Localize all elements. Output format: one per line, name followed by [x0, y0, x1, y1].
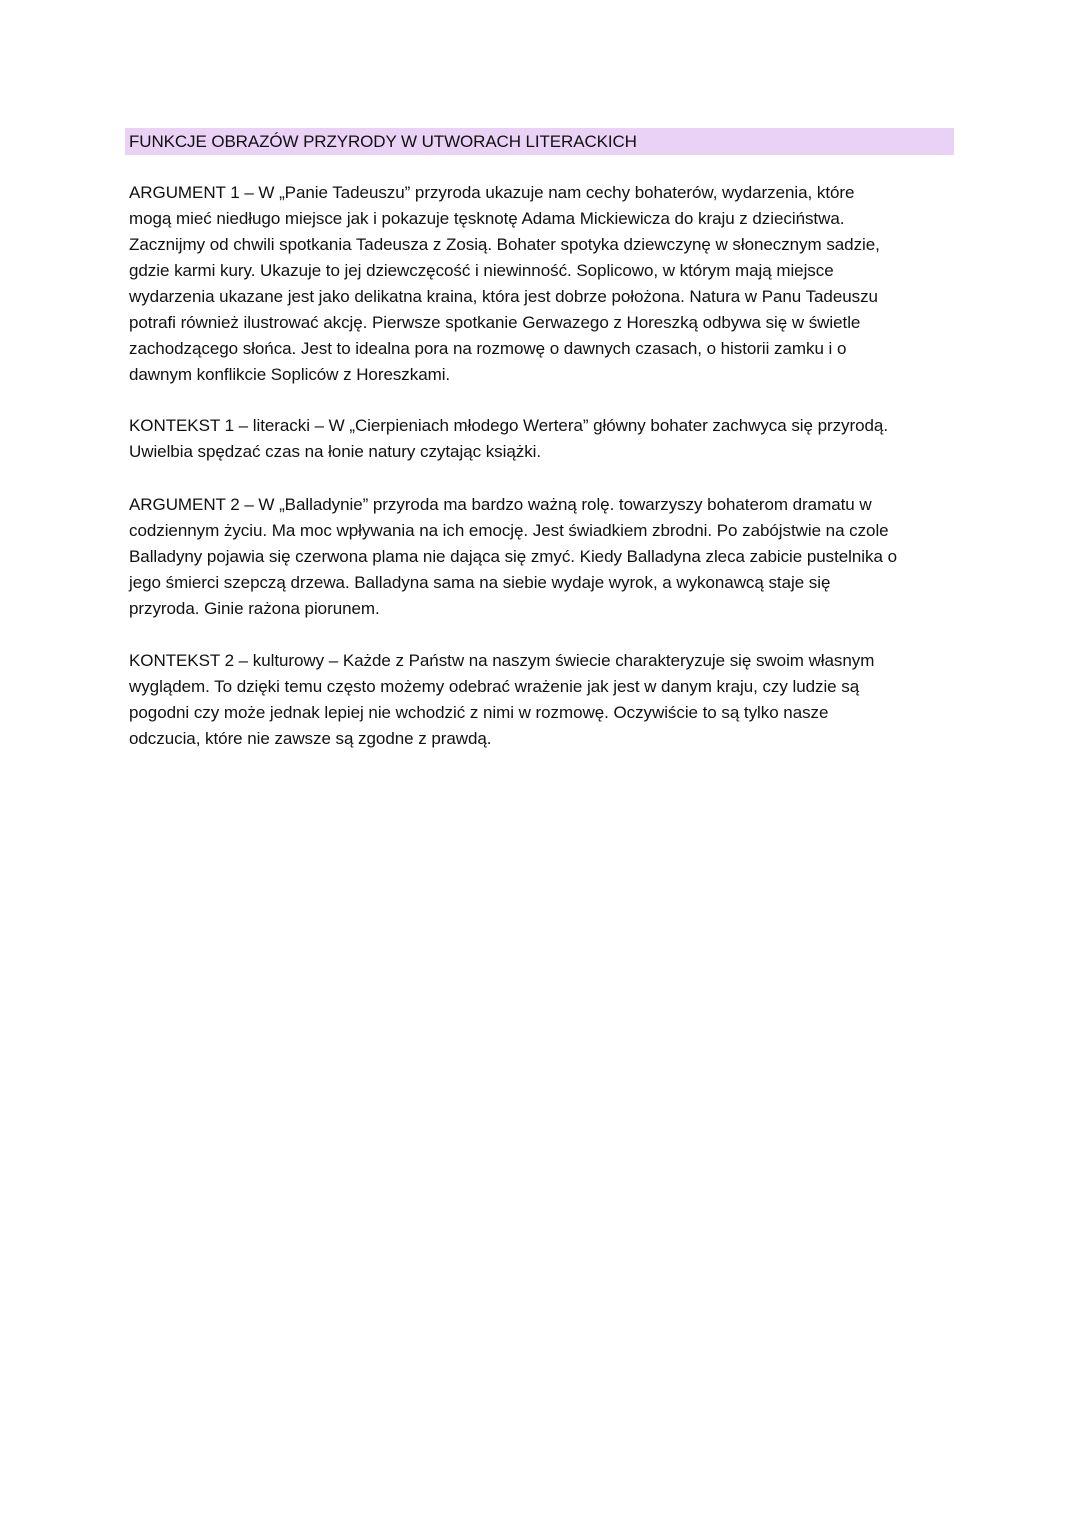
- text-line: dawnym konflikcie Sopliców z Horeszkami.: [129, 365, 451, 384]
- text-line: ARGUMENT 2 – W „Balladynie” przyroda ma bardzo ważną rolę. towarzyszy bohaterom dramatu w: [129, 495, 872, 514]
- text-line: odczucia, które nie zawsze są zgodne z prawdą.: [129, 729, 492, 748]
- text-line: jego śmierci szepczą drzewa. Balladyna sama na siebie wydaje wyrok, a wykonawcą staje się: [129, 573, 831, 592]
- text-line: Uwielbia spędzać czas na łonie natury czytając książki.: [129, 442, 542, 461]
- text-line: gdzie karmi kury. Ukazuje to jej dziewczęcość i niewinność. Soplicowo, w którym mają miejsce: [129, 261, 834, 280]
- paragraph-argument-1: [129, 180, 959, 388]
- paragraph-kontekst-2: [129, 648, 959, 752]
- text-line: KONTEKST 2 – kulturowy – Każde z Państw na naszym świecie charakteryzuje się swoim własnym: [129, 651, 875, 670]
- document-title: FUNKCJE OBRAZÓW PRZYRODY W UTWORACH LITERACKICH: [125, 128, 954, 155]
- paragraph-kontekst-1: [129, 413, 959, 465]
- text-line: ARGUMENT 1 – W „Panie Tadeuszu” przyroda ukazuje nam cechy bohaterów, wydarzenia, które: [129, 183, 855, 202]
- text-line: przyroda. Ginie rażona piorunem.: [129, 599, 380, 618]
- text-line: potrafi również ilustrować akcję. Pierwsze spotkanie Gerwazego z Horeszką odbywa się w świetle: [129, 313, 861, 332]
- text-line: pogodni czy może jednak lepiej nie wchodzić z nimi w rozmowę. Oczywiście to są tylko nasze: [129, 703, 829, 722]
- text-line: wydarzenia ukazane jest jako delikatna kraina, która jest dobrze położona. Natura w Panu Tadeuszu: [129, 287, 878, 306]
- text-line: mogą mieć niedługo miejsce jak i pokazuje tęsknotę Adama Mickiewicza do kraju z dzieciństwa.: [129, 209, 845, 228]
- text-line: codziennym życiu. Ma moc wpływania na ich emocję. Jest świadkiem zbrodni. Po zabójstwie na czole: [129, 521, 889, 540]
- text-line: Balladyny pojawia się czerwona plama nie dająca się zmyć. Kiedy Balladyna zleca zabicie pustelnika o: [129, 547, 897, 566]
- text-line: KONTEKST 1 – literacki – W „Cierpieniach młodego Wertera” główny bohater zachwyca się przyrodą.: [129, 416, 888, 435]
- text-line: zachodzącego słońca. Jest to idealna pora na rozmowę o dawnych czasach, o historii zamku i o: [129, 339, 847, 358]
- paragraph-argument-2: [129, 492, 959, 622]
- text-line: wyglądem. To dzięki temu często możemy odebrać wrażenie jak jest w danym kraju, czy ludzie są: [129, 677, 860, 696]
- text-line: Zacznijmy od chwili spotkania Tadeusza z Zosią. Bohater spotyka dziewczynę w słonecznym sadzie,: [129, 235, 880, 254]
